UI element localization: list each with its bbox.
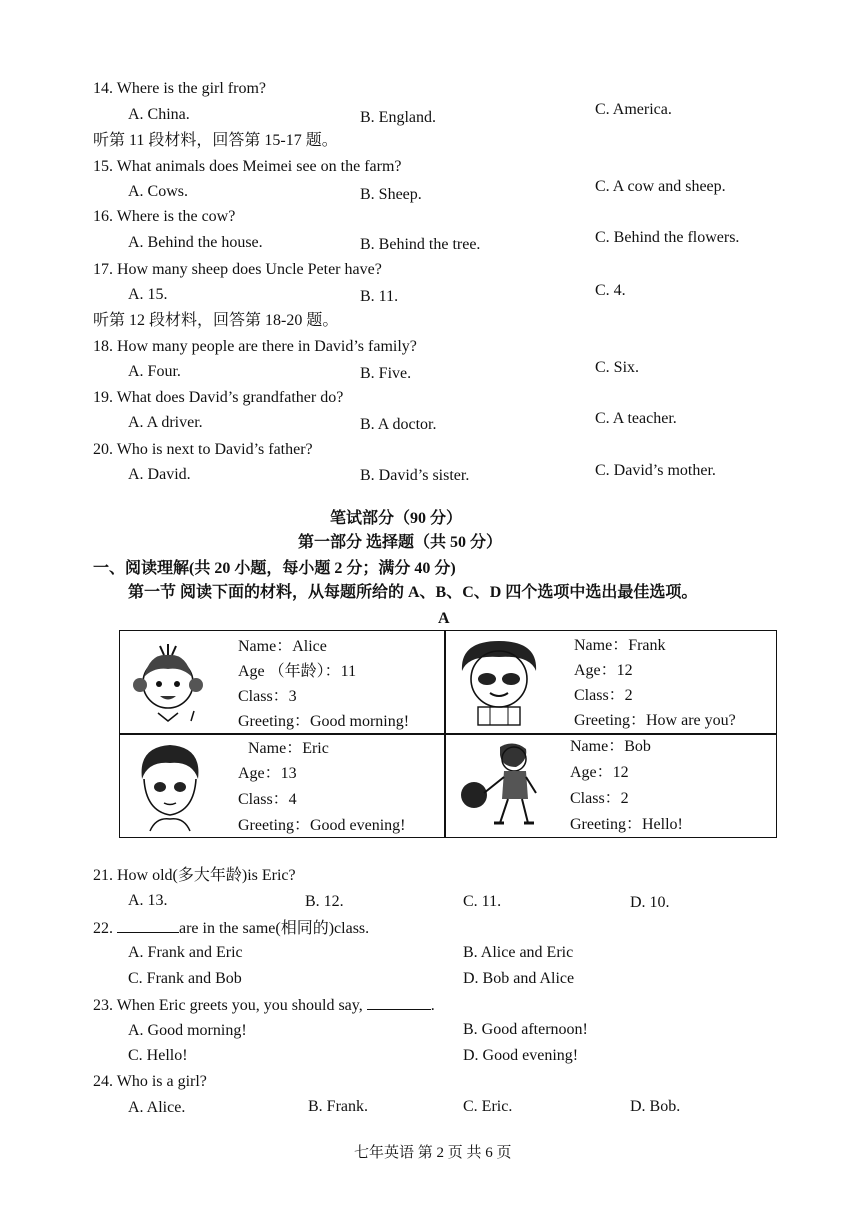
q23-option-c: C. Hello! — [128, 1047, 188, 1064]
q15-option-c: C. A cow and sheep. — [595, 178, 726, 195]
material-11-instruction: 听第 11 段材料，回答第 15-17 题。 — [93, 132, 338, 149]
card-name: Name：Eric — [248, 740, 329, 757]
q22-stem — [93, 918, 369, 939]
q23-stem-end: . — [430, 997, 435, 1014]
card-greeting: Greeting：Good evening! — [238, 817, 406, 834]
q21-option-a: A. 13. — [128, 892, 168, 909]
card-class: Class：2 — [574, 687, 633, 704]
profile-card-eric — [120, 735, 444, 837]
q22-option-b: B. Alice and Eric — [463, 944, 574, 961]
card-greeting: Greeting：Good morning! — [238, 713, 410, 730]
card-name: Name：Bob — [570, 738, 651, 755]
material-12-instruction: 听第 12 段材料，回答第 18-20 题。 — [93, 312, 339, 329]
card-age: Age：12 — [570, 764, 629, 781]
q14-stem: 14. Where is the girl from? — [93, 80, 266, 97]
q20-option-a: A. David. — [128, 466, 191, 483]
girl-cartoon-icon — [130, 641, 206, 727]
card-age: Age （年龄）：11 — [238, 663, 357, 680]
card-name: Name：Frank — [574, 637, 666, 654]
answer-blank — [367, 995, 431, 1010]
card-age: Age：13 — [238, 765, 297, 782]
q17-option-b: B. 11. — [360, 288, 399, 305]
q17-option-a: A. 15. — [128, 286, 168, 303]
card-age: Age：12 — [574, 662, 633, 679]
q22-stem-text: are in the same(相同的)class. — [179, 920, 370, 937]
choice-heading: 第一部分 选择题（共 50 分） — [298, 534, 503, 551]
q18-stem: 18. How many people are there in David’s family? — [93, 338, 417, 355]
q17-option-c: C. 4. — [595, 282, 626, 299]
q24-option-c: C. Eric. — [463, 1098, 513, 1115]
profile-card-bob — [446, 735, 776, 837]
q18-option-b: B. Five. — [360, 365, 412, 382]
q15-option-a: A. Cows. — [128, 183, 189, 200]
card-class: Class：2 — [570, 790, 629, 807]
q18-option-c: C. Six. — [595, 359, 640, 376]
q24-option-b: B. Frank. — [308, 1098, 368, 1115]
boy-playing-ball-icon — [454, 737, 550, 835]
q15-stem: 15. What animals does Meimei see on the farm? — [93, 158, 402, 175]
passage-label: A — [438, 610, 450, 627]
q14-option-c: C. America. — [595, 101, 672, 118]
reading-section-title: 一、阅读理解(共 20 小题，每小题 2 分；满分 40 分) — [93, 560, 456, 577]
q23-stem — [93, 995, 435, 1016]
card-name: Name：Alice — [238, 638, 327, 655]
written-heading: 笔试部分（90 分） — [330, 510, 463, 527]
q15-option-b: B. Sheep. — [360, 186, 422, 203]
q20-option-c: C. David’s mother. — [595, 462, 716, 479]
q22-option-a: A. Frank and Eric — [128, 944, 243, 961]
q14-option-b: B. England. — [360, 109, 436, 126]
q21-option-d: D. 10. — [630, 894, 670, 911]
q23-stem-text: 23. When Eric greets you, you should say, — [93, 997, 363, 1014]
q16-option-a: A. Behind the house. — [128, 234, 263, 251]
q19-option-b: B. A doctor. — [360, 416, 437, 433]
q16-stem: 16. Where is the cow? — [93, 208, 236, 225]
q22-option-d: D. Bob and Alice — [463, 970, 575, 987]
q23-option-b: B. Good afternoon! — [463, 1021, 588, 1038]
boy-cartoon-icon — [454, 635, 544, 729]
profile-card-alice — [120, 631, 444, 733]
q14-option-a: A. China. — [128, 106, 190, 123]
q22-number: 22. — [93, 920, 113, 937]
q21-option-c: C. 11. — [463, 893, 502, 910]
card-class: Class：4 — [238, 791, 297, 808]
q16-option-b: B. Behind the tree. — [360, 236, 481, 253]
boy-cartoon-icon — [130, 739, 210, 833]
q24-option-a: A. Alice. — [128, 1099, 186, 1116]
q23-option-d: D. Good evening! — [463, 1047, 579, 1064]
q22-option-c: C. Frank and Bob — [128, 970, 242, 987]
q21-option-b: B. 12. — [305, 893, 344, 910]
q19-stem: 19. What does David’s grandfather do? — [93, 389, 344, 406]
card-class: Class：3 — [238, 688, 297, 705]
q18-option-a: A. Four. — [128, 363, 181, 380]
card-greeting: Greeting：How are you? — [574, 712, 736, 729]
profile-card-frank — [446, 631, 776, 733]
q16-option-c: C. Behind the flowers. — [595, 229, 740, 246]
card-greeting: Greeting：Hello! — [570, 816, 683, 833]
page-footer: 七年英语 第 2 页 共 6 页 — [354, 1145, 512, 1161]
profile-cards-table — [119, 630, 777, 838]
q21-stem: 21. How old(多大年龄)is Eric? — [93, 867, 296, 884]
q23-option-a: A. Good morning! — [128, 1022, 247, 1039]
q19-option-a: A. A driver. — [128, 414, 203, 431]
part1-instruction: 第一节 阅读下面的材料，从每题所给的 A、B、C、D 四个选项中选出最佳选项。 — [128, 584, 698, 601]
q20-stem: 20. Who is next to David’s father? — [93, 441, 313, 458]
q19-option-c: C. A teacher. — [595, 410, 677, 427]
q20-option-b: B. David’s sister. — [360, 467, 470, 484]
q24-stem: 24. Who is a girl? — [93, 1073, 207, 1090]
answer-blank — [117, 918, 179, 933]
q24-option-d: D. Bob. — [630, 1098, 681, 1115]
q17-stem: 17. How many sheep does Uncle Peter have? — [93, 261, 382, 278]
